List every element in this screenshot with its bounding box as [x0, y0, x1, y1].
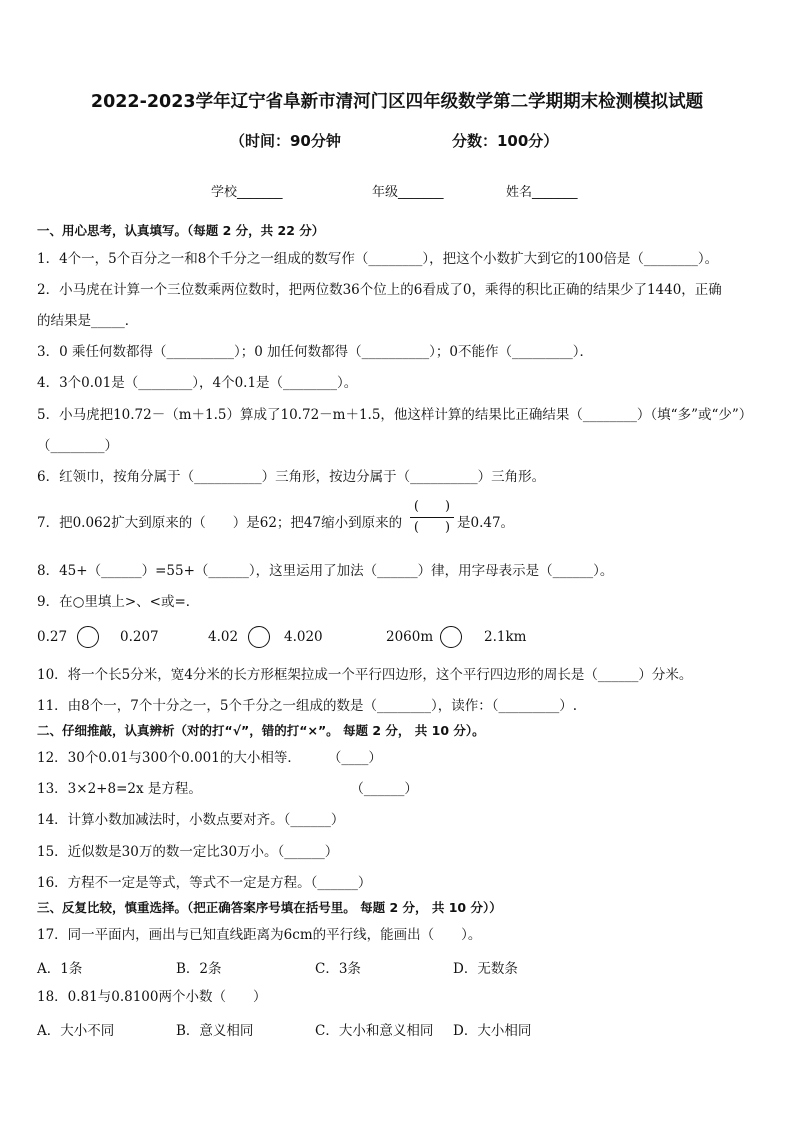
compare-c-left: 2060m: [386, 629, 434, 645]
question-5-line-2: （________）: [37, 438, 118, 454]
question-15: 15．近似数是30万的数一定比30万小。（______）: [37, 844, 339, 860]
question-13: 13．3×2+8=2x 是方程。 （______）: [37, 781, 418, 797]
question-2-line-2: 的结果是_____．: [37, 313, 139, 329]
compare-c-circle[interactable]: [440, 626, 462, 648]
compare-c-right: 2.1km: [484, 629, 527, 645]
name-field: 姓名_______: [506, 185, 578, 200]
q18-option-a[interactable]: A．大小不同: [37, 1023, 115, 1039]
question-7-fraction: [410, 499, 454, 536]
question-17: 17．同一平面内，画出与已知直线距离为6cm的平行线，能画出（ ）。: [37, 927, 482, 943]
q17-option-c[interactable]: C．3条: [315, 961, 361, 977]
question-14: 14．计算小数加减法时，小数点要对齐。（______）: [37, 812, 345, 828]
q18-option-b[interactable]: B．意义相同: [176, 1023, 254, 1039]
question-11: 11．由8个一，7个十分之一，5个千分之一组成的数是（________），读作：（_________）.: [37, 698, 577, 714]
question-3: 3．0 乘任何数都得（__________）；0 加任何数都得（__________）；0不能作（_________）．: [37, 344, 593, 360]
question-6: 6．红领巾，按角分属于（__________）三角形，按边分属于（__________）三角形。: [37, 469, 546, 485]
q17-option-a[interactable]: A．1条: [37, 961, 83, 977]
compare-a-right: 0.207: [120, 629, 159, 645]
compare-b-circle[interactable]: [248, 626, 270, 648]
question-12: 12．30个0.01与300个0.001的大小相等． （____）: [37, 750, 382, 766]
question-10: 10．将一个长5分米，宽4分米的长方形框架拉成一个平行四边形，这个平行四边形的周长是（______）分米。: [37, 667, 693, 683]
fraction-numerator: ( ): [413, 499, 451, 514]
compare-a-left: 0.27: [37, 629, 68, 645]
section-1-heading: 一、用心思考，认真填写。（每题 2 分，共 22 分）: [37, 223, 325, 238]
q18-option-c[interactable]: C．大小和意义相同: [315, 1023, 434, 1039]
section-3-heading: 三、反复比较，慎重选择。（把正确答案序号填在括号里。 每题 2 分， 共 10 分））: [37, 900, 502, 915]
question-9: 9．在○里填上>、<或=．: [37, 594, 200, 610]
exam-time: （时间：90分钟: [230, 132, 341, 150]
question-4: 4．3个0.01是（________），4个0.1是（________）。: [37, 375, 358, 391]
compare-b-left: 4.02: [208, 629, 239, 645]
fraction-bar: [410, 517, 454, 518]
q17-option-b[interactable]: B．2条: [176, 961, 222, 977]
school-field: 学校_______: [211, 185, 283, 200]
q18-option-d[interactable]: D．大小相同: [453, 1023, 532, 1039]
compare-a-circle[interactable]: [77, 626, 99, 648]
question-1: 1．4个一，5个百分之一和8个千分之一组成的数写作（________），把这个小数扩大到它的100倍是（________）。: [37, 251, 719, 267]
exam-score: 分数：100分）: [452, 132, 559, 150]
section-2-heading: 二、仔细推敲，认真辨析（对的打“√”，错的打“×”。 每题 2 分， 共 10 分）。: [37, 723, 485, 738]
question-16: 16．方程不一定是等式，等式不一定是方程。（______）: [37, 875, 372, 891]
question-8: 8．45+（______）=55+（______），这里运用了加法（______）律，用字母表示是（______）。: [37, 563, 614, 579]
question-7-part-1: 7．把0.062扩大到原来的（ ）是62；把47缩小到原来的: [37, 515, 403, 531]
question-18: 18．0.81与0.8100两个小数（ ）: [37, 989, 267, 1005]
question-7-part-2: 是0.47。: [457, 515, 515, 531]
question-2-line-1: 2．小马虎在计算一个三位数乘两位数时，把两位数36个位上的6看成了0，乘得的积比正确的结果少了1440，正确: [37, 282, 722, 298]
question-5-line-1: 5．小马虎把10.72－（m＋1.5）算成了10.72－m＋1.5，他这样计算的结果比正确结果（________）（填“多”或“少”）: [37, 407, 753, 423]
exam-title: 2022-2023学年辽宁省阜新市清河门区四年级数学第二学期期末检测模拟试题: [90, 92, 704, 112]
grade-field: 年级_______: [372, 185, 444, 200]
q17-option-d[interactable]: D．无数条: [453, 961, 518, 977]
fraction-denominator: ( ): [413, 520, 451, 535]
compare-b-right: 4.020: [284, 629, 323, 645]
